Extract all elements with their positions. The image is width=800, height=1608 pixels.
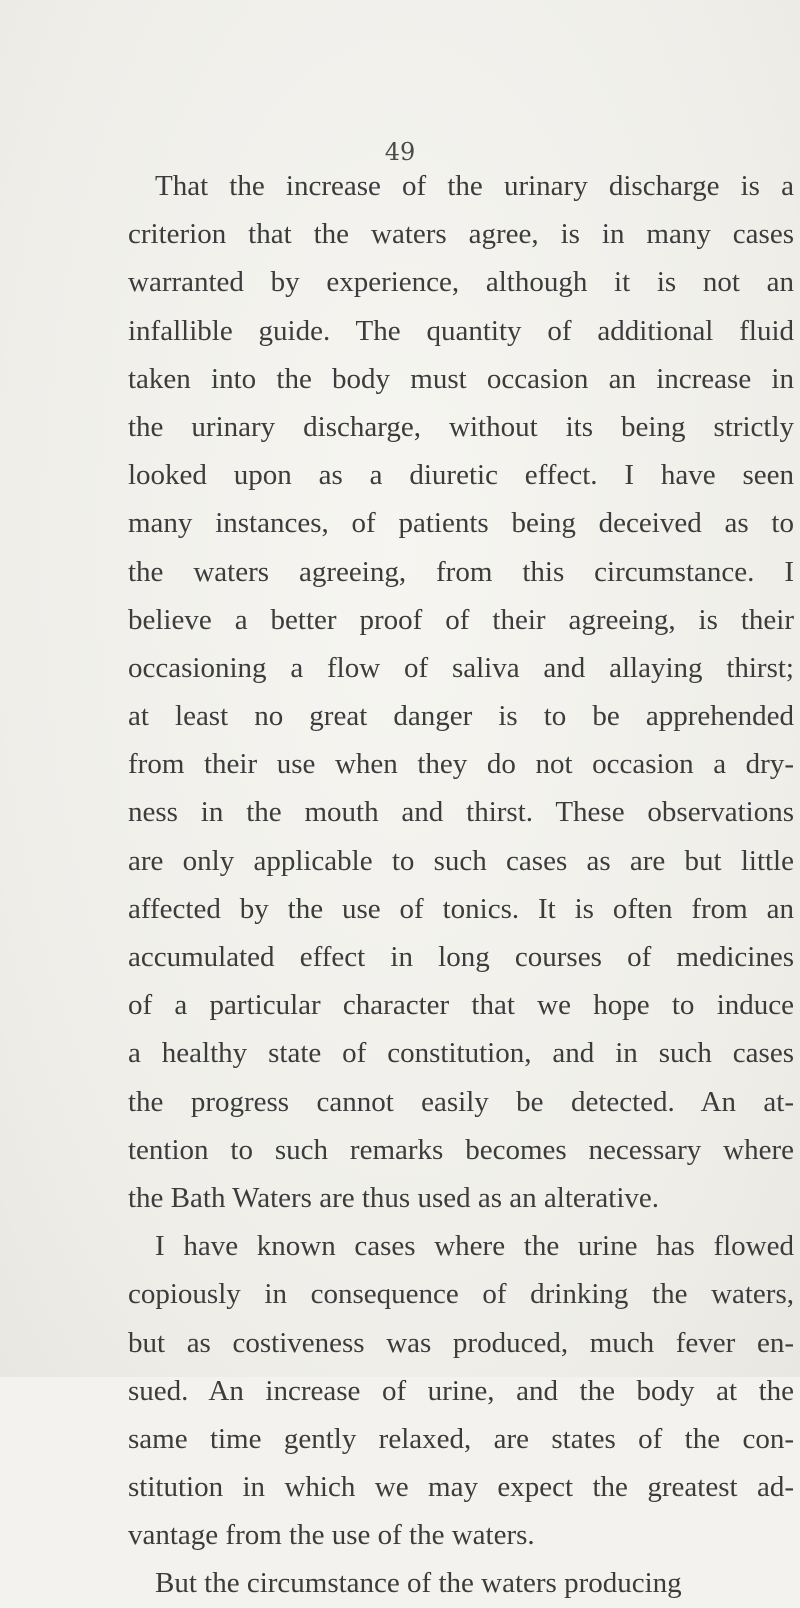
text-line: from their use when they do not occasion a dry- [128, 748, 794, 781]
text-line: are only applicable to such cases as are but little [128, 844, 794, 877]
text-line: same time gently relaxed, are states of the con- [128, 1422, 794, 1455]
text-line: the urinary discharge, without its being strictly [128, 410, 794, 443]
text-line: That the increase of the urinary discharge is a [155, 170, 794, 202]
text-line: criterion that the waters agree, is in many cases [128, 218, 794, 251]
text-line: affected by the use of tonics. It is often from an [128, 892, 794, 925]
text-line: but as costiveness was produced, much fever en- [128, 1326, 794, 1359]
text-line: ness in the mouth and thirst. These observations [128, 796, 794, 829]
body-text [128, 162, 794, 1608]
text-line: the progress cannot easily be detected. An at- [128, 1085, 794, 1118]
text-line: taken into the body must occasion an increase in [128, 362, 794, 395]
text-line: vantage from the use of the waters. [128, 1519, 535, 1552]
text-line: warranted by experience, although it is not an [128, 266, 794, 299]
text-line: copiously in consequence of drinking the waters, [128, 1278, 794, 1311]
text-line: occasioning a flow of saliva and allaying thirst; [128, 651, 794, 684]
text-line: looked upon as a diuretic effect. I have seen [128, 459, 794, 492]
text-line: the waters agreeing, from this circumstance. I [128, 555, 794, 588]
text-line: sued. An increase of urine, and the body at the [128, 1374, 794, 1407]
text-line: infallible guide. The quantity of additional fluid [128, 314, 794, 347]
text-line: tention to such remarks becomes necessary where [128, 1133, 794, 1166]
text-line: of a particular character that we hope to induce [128, 989, 794, 1022]
text-line: believe a better proof of their agreeing, is their [128, 603, 794, 636]
text-line: But the circumstance of the waters producing [155, 1567, 682, 1600]
text-line: I have known cases where the urine has flowed [155, 1230, 794, 1263]
text-line: stitution in which we may expect the greatest ad- [128, 1471, 794, 1504]
text-line: the Bath Waters are thus used as an alterative. [128, 1181, 660, 1214]
text-line: a healthy state of constitution, and in such cases [128, 1037, 794, 1070]
text-line: many instances, of patients being deceived as to [128, 507, 794, 540]
text-line: at least no great danger is to be apprehended [128, 700, 794, 733]
page-number: 49 [384, 138, 416, 166]
text-line: accumulated effect in long courses of medicines [128, 941, 794, 973]
